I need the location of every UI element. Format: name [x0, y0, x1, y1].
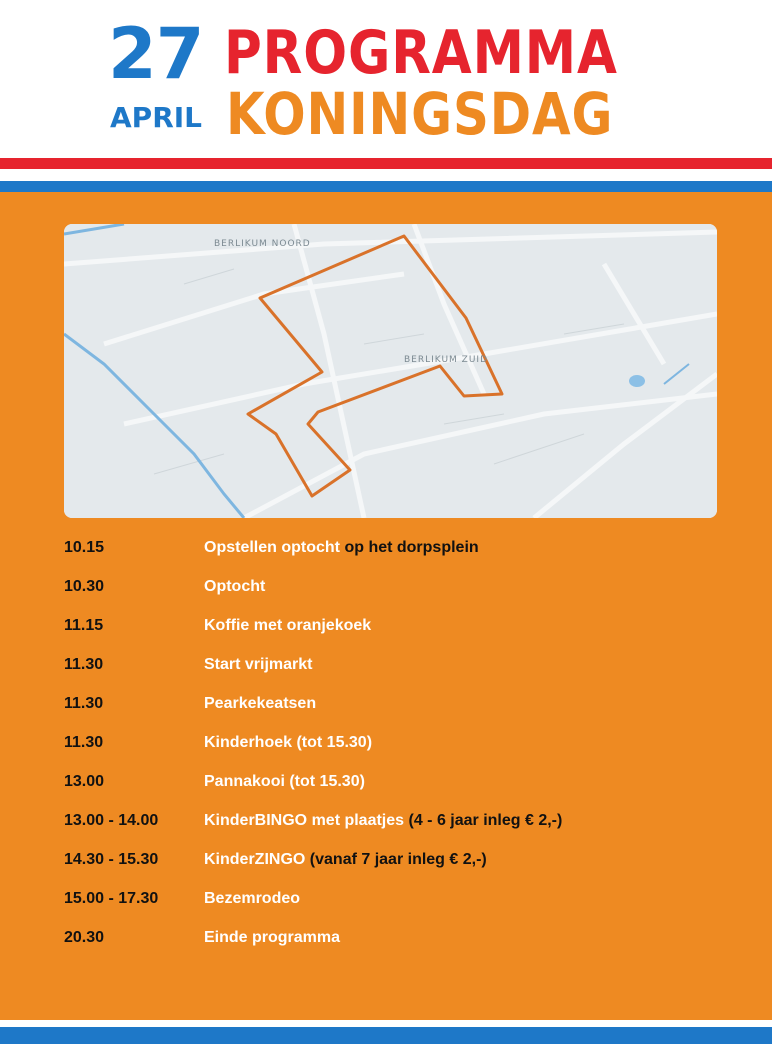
schedule-row — [64, 533, 704, 572]
schedule-event — [204, 851, 487, 869]
schedule-row — [64, 806, 704, 845]
schedule-event-name: Bezemrodeo — [204, 890, 301, 907]
schedule-event — [204, 812, 562, 830]
schedule-time: 20.30 — [64, 929, 105, 946]
schedule-row — [64, 923, 704, 962]
schedule-event-extra: (vanaf 7 jaar inleg € 2,-) — [305, 851, 487, 868]
flag-stripe-red — [0, 158, 772, 169]
schedule-time: 11.30 — [64, 656, 104, 673]
schedule-event-name: Pannakooi (tot 15.30) — [204, 773, 365, 790]
schedule-event-name: KinderZINGO — [204, 851, 306, 868]
schedule-event — [204, 890, 300, 908]
schedule-event-name: KinderBINGO met plaatjes — [204, 812, 405, 829]
schedule-event-name: Optocht — [204, 578, 266, 595]
schedule-row — [64, 845, 704, 884]
schedule-event-name: Kinderhoek (tot 15.30) — [204, 734, 373, 751]
schedule-list — [64, 533, 704, 962]
schedule-row — [64, 767, 704, 806]
route-map-graphic — [64, 224, 717, 518]
flag-stripe-blue — [0, 181, 772, 192]
title-koningsdag: KONINGSDAG — [226, 80, 614, 148]
title-programma: PROGRAMMA — [224, 18, 618, 88]
header — [0, 0, 772, 158]
schedule-row — [64, 572, 704, 611]
date-month: APRIL — [110, 101, 203, 134]
schedule-event-name: Koffie met oranjekoek — [204, 617, 372, 634]
schedule-event — [204, 734, 372, 752]
schedule-row — [64, 650, 704, 689]
schedule-time: 11.30 — [64, 734, 104, 751]
schedule-time: 10.15 — [64, 539, 105, 556]
schedule-time: 11.30 — [64, 695, 104, 712]
schedule-time: 13.00 — [64, 773, 105, 790]
schedule-time: 10.30 — [64, 578, 105, 595]
schedule-event-name: Start vrijmarkt — [204, 656, 313, 673]
date-day: 27 — [108, 13, 204, 95]
map-label-south: BERLIKUM ZUID — [404, 355, 488, 365]
schedule-row — [64, 689, 704, 728]
schedule-event-name: Pearkekeatsen — [204, 695, 317, 712]
schedule-event-name: Einde programma — [204, 929, 341, 946]
schedule-row — [64, 728, 704, 767]
schedule-row — [64, 611, 704, 650]
schedule-time: 14.30 - 15.30 — [64, 851, 159, 868]
schedule-event-extra: (4 - 6 jaar inleg € 2,-) — [404, 812, 563, 829]
schedule-event — [204, 617, 371, 635]
schedule-event — [204, 773, 365, 791]
map-label-north: BERLIKUM NOORD — [214, 239, 311, 249]
schedule-event — [204, 695, 316, 713]
schedule-time: 13.00 - 14.00 — [64, 812, 159, 829]
schedule-event-name: Opstellen optocht — [204, 539, 340, 556]
route-map — [64, 224, 717, 518]
flag-stripe-white — [0, 169, 772, 181]
schedule-row — [64, 884, 704, 923]
footer-stripe-blue — [0, 1027, 772, 1044]
schedule-event — [204, 539, 479, 557]
schedule-event — [204, 929, 340, 947]
schedule-event — [204, 656, 313, 674]
schedule-event-extra: op het dorpsplein — [340, 539, 479, 556]
schedule-event — [204, 578, 265, 596]
schedule-time: 11.15 — [64, 617, 104, 634]
schedule-time: 15.00 - 17.30 — [64, 890, 159, 907]
footer-stripe-white — [0, 1020, 772, 1027]
